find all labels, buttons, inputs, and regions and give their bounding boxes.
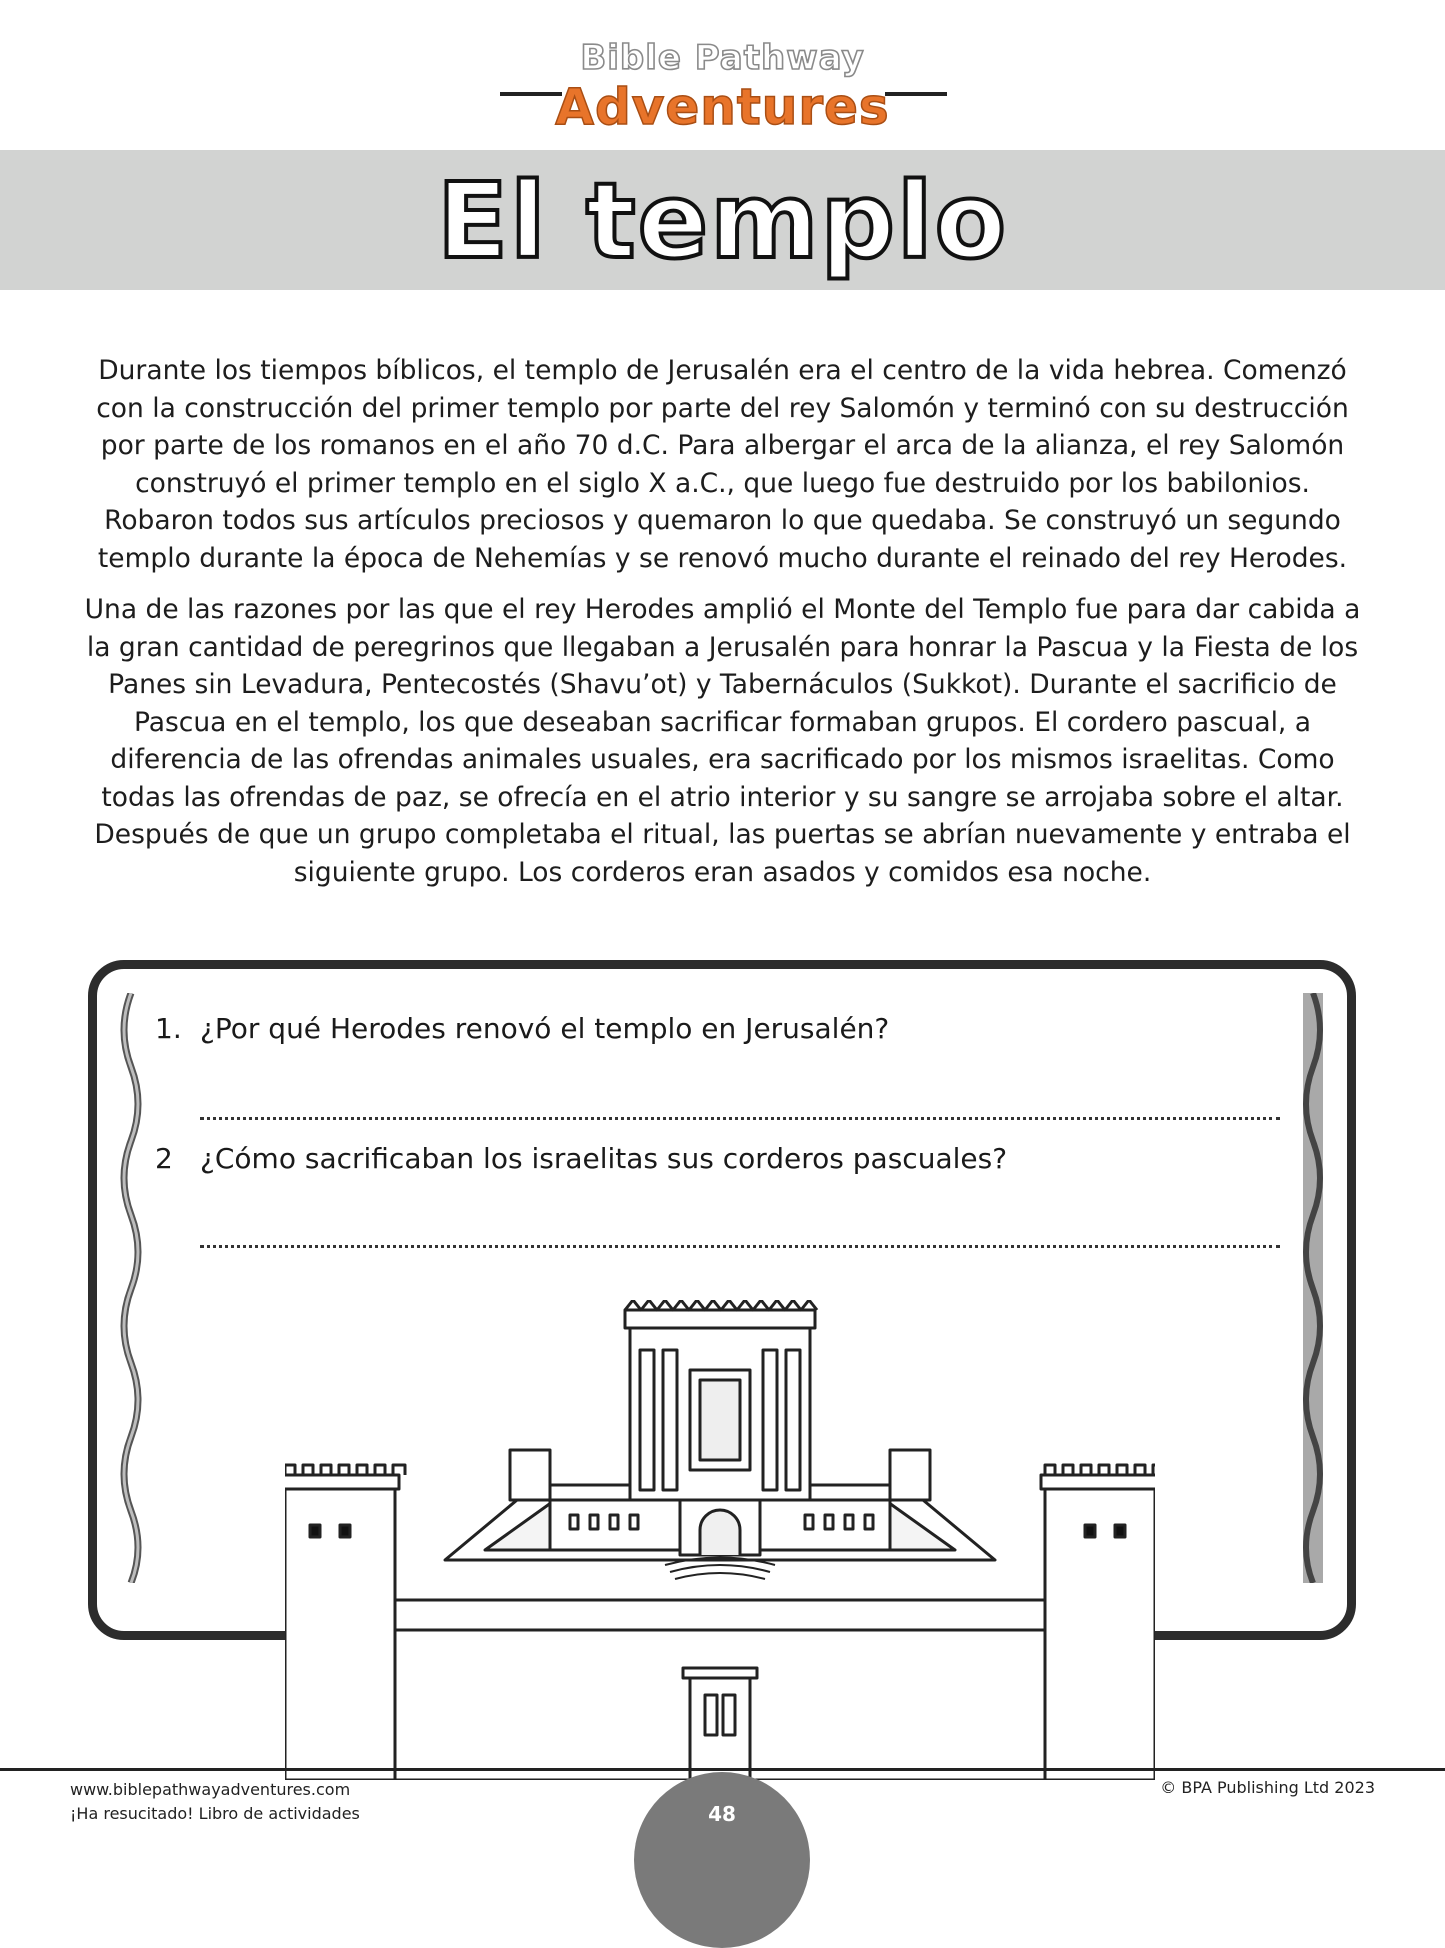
question-2-number: 2 — [155, 1142, 173, 1175]
wavy-border-left-icon — [115, 993, 147, 1583]
question-1-text: ¿Por qué Herodes renovó el templo en Jerusalén? — [200, 1012, 890, 1045]
logo-text-bottom: Adventures — [555, 78, 890, 136]
footer-website-link[interactable]: www.biblepathwayadventures.com — [70, 1780, 351, 1799]
temple-illustration-icon — [285, 1300, 1155, 1780]
footer-left — [70, 1778, 360, 1826]
page-number: 48 — [708, 1802, 736, 1826]
page-number-circle — [634, 1772, 810, 1948]
footer-book-title: ¡Ha resucitado! Libro de actividades — [70, 1804, 360, 1823]
answer-line-1[interactable] — [200, 1117, 1280, 1120]
paragraph-2: Una de las razones por las que el rey Herodes amplió el Monte del Templo fue para dar cabida a la gran cantidad de peregrinos que llegaban a Jerusalén para honrar la Pascua y la Fiesta de los Panes sin Levadura, Pentecostés (Shavu’ot) y Tabernáculos (Sukkot). Durante el sacrificio de Pascua en el templo, los que deseaban sacrificar formaban grupos. El cordero pascual, a diferencia de las ofrendas animales usuales, era sacrificado por los mismos israelitas. Como todas las ofrendas de paz, se ofrecía en el atrio interior y su sangre se arrojaba sobre el altar. Después de que un grupo completaba el ritual, las puertas se abrían nuevamente y entraba el siguiente grupo. Los corderos eran asados y comidos esa noche. — [84, 594, 1361, 888]
page-title: El templo — [436, 160, 1009, 282]
answer-line-2[interactable] — [200, 1245, 1280, 1248]
footer-copyright: © BPA Publishing Ltd 2023 — [1160, 1778, 1375, 1797]
wavy-border-right-icon — [1297, 993, 1329, 1583]
paragraph-1: Durante los tiempos bíblicos, el templo de Jerusalén era el centro de la vida hebrea. Comenzó con la construcción del primer templo por parte del rey Salomón y terminó con su destrucción por parte de los romanos en el año 70 d.C. Para albergar el arca de la alianza, el rey Salomón construyó el primer templo en el siglo X a.C., que luego fue destruido por los babilonios. Robaron todos sus artículos preciosos y quemaron lo que quedaba. Se construyó un segundo templo durante la época de Nehemías y se renovó mucho durante el reinado del rey Herodes. — [96, 355, 1349, 574]
question-2-text: ¿Cómo sacrificaban los israelitas sus corderos pascuales? — [200, 1142, 1008, 1175]
footer-rule — [0, 1768, 1445, 1771]
title-band — [0, 150, 1445, 290]
brand-logo — [0, 30, 1445, 140]
question-1-number: 1. — [155, 1012, 182, 1045]
body-text — [80, 352, 1365, 905]
logo-text-top: Bible Pathway — [580, 38, 865, 78]
